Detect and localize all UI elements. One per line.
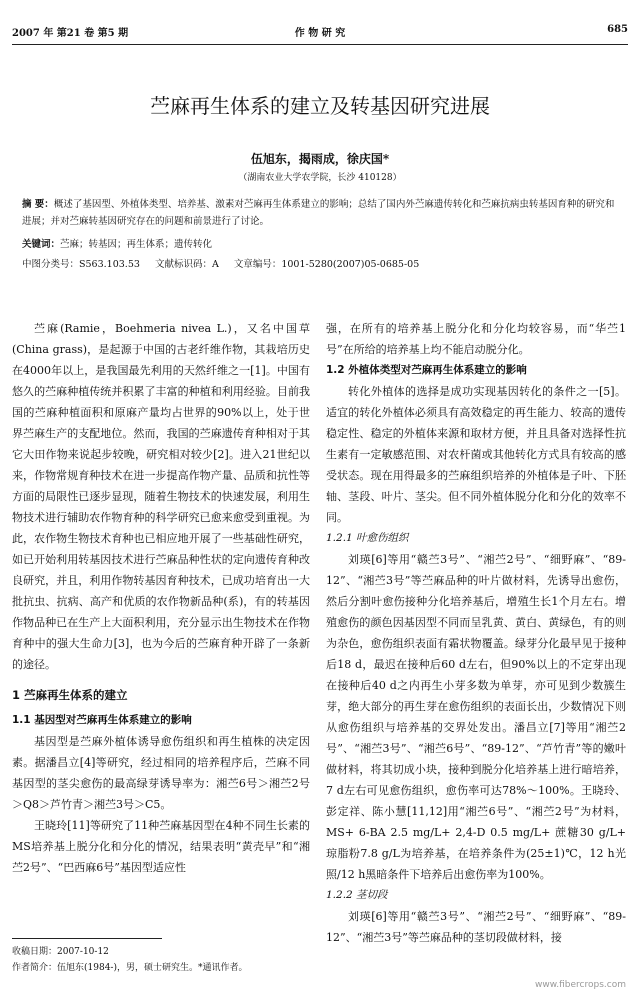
section-1-2-2-heading: 1.2.2 茎切段 [326,889,388,901]
genotype-paragraph-2: 王晓玲[11]等研究了11种苎麻基因型在4种不同生长素的MS培养基上脱分化和分化的情况，结果表明“黄壳早”和“湘苎2号”、“巴西麻6号”基因型适应性 [12,819,310,874]
journal-issue: 2007 年 第21 卷 第5 期 [12,28,129,39]
keywords-label: 关键词： [22,239,61,250]
stem-segment-paragraph: 刘瑛[6]等用“赣苎3号”、“湘苎2号”、“细野麻”、“89-12”、“湘苎3号”等苎麻品种的茎切段做材料，接 [326,910,626,944]
genotype-paragraph: 基因型是苎麻外植体诱导愈伤组织和再生植株的决定因素。据潘昌立[4]等研究，经过相同的培养程序后，苎麻不同基因型的茎尖愈伤的最高绿芽诱导率为：湘苎6号＞湘苎2号＞Q8＞芦竹青＞湘苎3号＞C5。 [12,735,310,811]
explant-paragraph: 转化外植体的选择是成功实现基因转化的条件之一[5]。适宜的转化外植体必须具有高效稳定的再生能力、较高的遗传稳定性、稳定的外植体来源和取材方便，并且具备对选择性抗生素有一定敏感范围、对农杆菌或其他转化方式具有较高的感受状态。现在用得最多的苎麻组织培养的外植体是子叶、下胚轴、茎段、叶片、茎尖。但不同外植体脱分化和分化的效率不同。 [326,385,626,524]
keywords-text: 苎麻；转基因；再生体系；遗传转化 [60,239,213,250]
section-1-1-heading: 1.1 基因型对苎麻再生体系建立的影响 [12,714,192,726]
section-1-2-1-heading: 1.2.1 叶愈伤组织 [326,532,409,544]
article-affiliation: （湖南农业大学农学院，长沙 410128） [238,173,402,183]
class-number: 中图分类号：S563.103.53 [22,259,140,270]
running-head [12,24,628,42]
abstract-label: 摘 要： [22,199,54,210]
left-column [12,318,310,878]
watermark: www.fibercrops.com [535,980,626,990]
document-code: 文献标识码：A [154,259,219,270]
page-number: 685 [607,24,628,35]
article-number: 文章编号：1001-5280(2007)05-0685-05 [233,259,420,270]
right-column [326,318,626,948]
received-date: 收稿日期：2007-10-12 [12,947,109,957]
footnote-rule [12,938,162,939]
continued-paragraph: 强，在所有的培养基上脱分化和分化均较容易，而“华苎1号”在所给的培养基上均不能启动脱分化。 [326,322,626,356]
abstract [22,196,618,230]
leaf-callus-paragraph: 刘瑛[6]等用“赣苎3号”、“湘苎2号”、“细野麻”、“89-12”、“湘苎3号”等苎麻品种的叶片做材料，先诱导出愈伤，然后分割叶愈伤接种分化培养基后，增殖生长1个月左右。增殖愈伤的颜色因基因型不同而呈乳黄、黄白、黄绿色，有的则为杂色，愈伤组织表面有霜状物覆盖。绿芽分化最早见于接种后18 d，最迟在接种后60 d左右，但90%以上的不定芽出现在接种后40 d之内再生小芽多数为单芽，亦可见到少数簇生芽，绝大部分的再生芽在愈伤组织的表面长出，少数情况下则从愈伤组织与培养基的交界处发出。潘昌立[7]等用“湘苎2号”、“湘苎3号”、“湘苎6号”、“89-12”、“芦竹青”等的嫩叶做材料，将其切成小块，接种到脱分化培养基上进行暗培养，7 d左右可见愈伤组织，愈伤率可达78%～100%。王晓玲、彭定祥、陈小慧[11,12]用“湘苎6号”、“湘苎2号”为材料，MS+ 6-BA 2.5 mg/L+ 2,4-D 0.5 mg/L+ 蔗糖30 g/L+ 琼脂粉7.8 g/L为培养基，在培养条件为(25±1)℃，12 h光照/12 h黑暗条件下培养后出愈伤率为100%。 [326,553,626,881]
abstract-text: 概述了基因型、外植体类型、培养基、激素对苎麻再生体系建立的影响；总结了国内外苎麻遗传转化和苎麻抗病虫转基因育种的研究和进展；并对苎麻转基因研究存在的问题和前景进行了讨论。 [22,199,615,227]
article-authors: 伍旭东，揭雨成，徐庆国* [250,152,390,166]
journal-section: 作 物 研 究 [294,28,346,39]
header-rule [12,44,628,45]
article-title: 苎麻再生体系的建立及转基因研究进展 [150,94,490,118]
intro-paragraph: 苎麻(Ramie，Boehmeria nivea L.)，又名中国草(China grass)，是起源于中国的古老纤维作物，其栽培历史在4000年以上，是我国最先利用的天然纤维之一[1]。中国有悠久的苎麻种植传统并积累了丰富的种植和利用经验。目前我国的苎麻种植面积和原麻产量均占世界的90%以上，处于世界苎麻生产的支配地位。然而，我国的苎麻遗传育种相对于其它大田作物来说起步较晚，研究相对较少[2]。进入21世纪以来，作物常规育种技术在进一步提高作物产量、品质和抗性等方面的局限性已逐步显现，随着生物技术的快速发展，利用生物技术进行辅助农作物育种的科学研究已愈来愈受到重视。为此，农作物生物技术育种也已相应地开展了一些基础性研究，如已开始利用转基因技术进行苎麻品种性状的定向遗传育种改良研究，并且，利用作物转基因育种技术，已成功培育出一大批抗虫、抗病、高产和优质的农作物新品种(系)，有的转基因作物品种已在生产上大面积利用，充分显示出生物技术在作物育种中的强大生命力[3]，也为今后的苎麻育种开辟了一条新的途径。 [12,322,310,671]
classification-line [22,256,618,270]
author-info: 作者简介：伍旭东(1984-)，男，硕士研究生。*通讯作者。 [12,963,248,973]
keywords [22,236,618,250]
section-1-heading: 1 苎麻再生体系的建立 [12,688,128,702]
footnote [12,944,310,976]
section-1-2-heading: 1.2 外植体类型对苎麻再生体系建立的影响 [326,364,527,376]
